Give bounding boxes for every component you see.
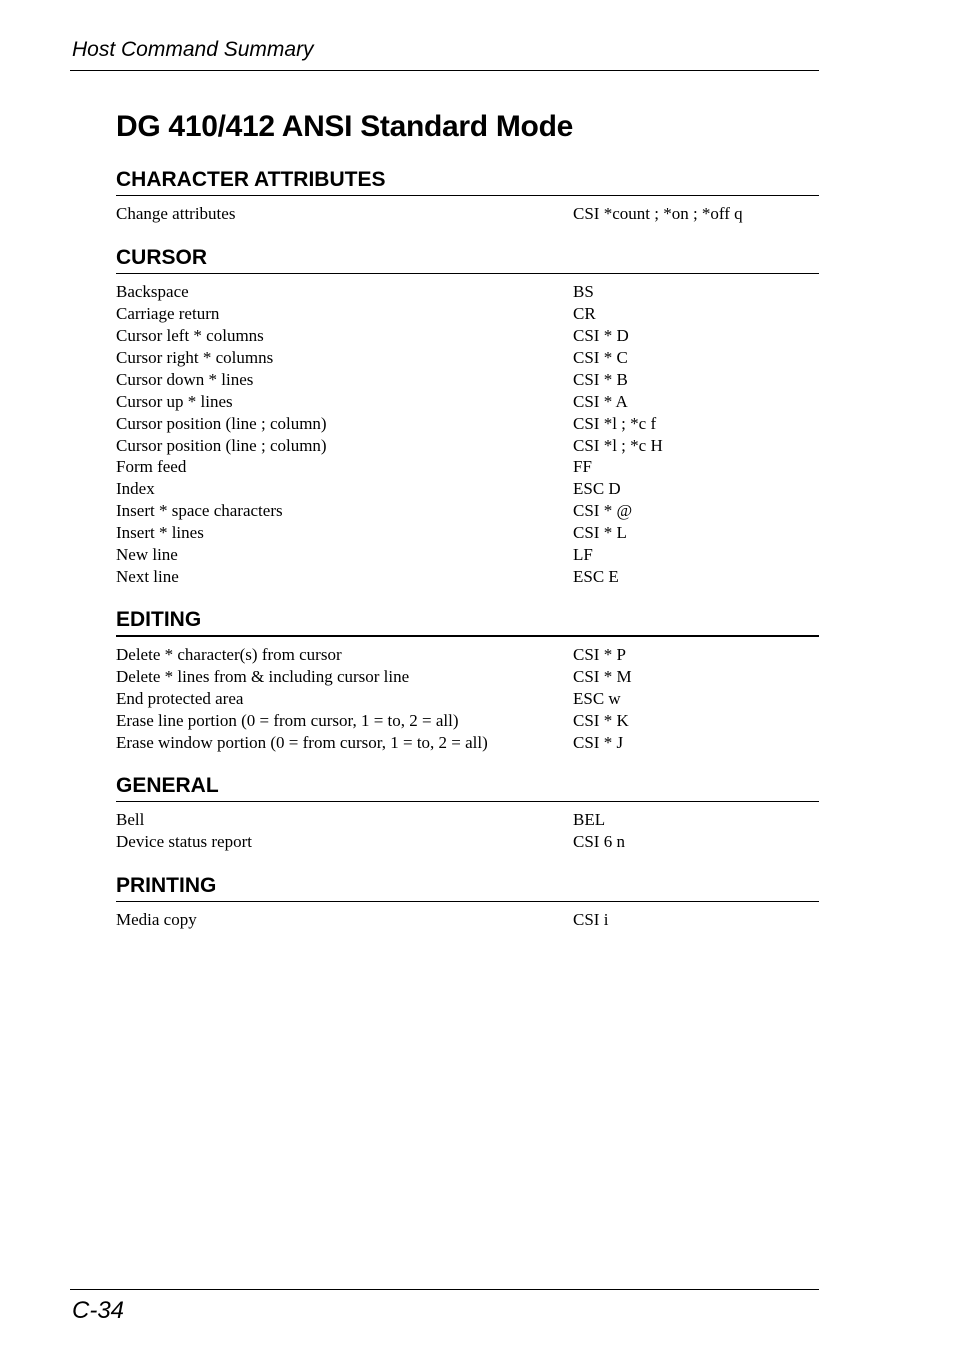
section-editing [116, 607, 819, 754]
command-sequence: BS [573, 281, 594, 301]
command-description: Backspace [116, 281, 189, 301]
command-row [116, 203, 819, 225]
command-row [116, 831, 819, 853]
command-sequence: CSI * M [573, 666, 632, 686]
command-row [116, 325, 819, 347]
section-rule [116, 273, 819, 274]
command-sequence: LF [573, 545, 593, 565]
command-sequence: CSI * P [573, 644, 626, 664]
command-sequence: CSI *l ; *c H [573, 435, 663, 455]
command-sequence: CSI * A [573, 391, 628, 411]
command-row [116, 435, 819, 457]
command-description: Cursor right * columns [116, 347, 274, 367]
command-row [116, 688, 819, 710]
command-sequence: CSI *l ; *c f [573, 413, 657, 433]
command-row [116, 391, 819, 413]
section-heading: PRINTING [116, 874, 217, 897]
command-description: Cursor position (line ; column) [116, 413, 327, 433]
command-row [116, 710, 819, 732]
command-description: Erase window portion (0 = from cursor, 1 = to, 2 = all) [116, 732, 488, 752]
command-description: Carriage return [116, 303, 220, 323]
command-sequence: BEL [573, 809, 606, 829]
command-description: Device status report [116, 831, 252, 851]
command-description: Index [116, 479, 155, 499]
section-character-attributes [116, 167, 819, 225]
command-sequence: CSI * L [573, 523, 627, 543]
section-heading: CHARACTER ATTRIBUTES [116, 168, 386, 191]
command-description: Bell [116, 809, 145, 829]
command-description: Cursor down * lines [116, 369, 254, 389]
command-sequence: CSI * B [573, 369, 628, 389]
command-sequence: CSI * K [573, 710, 629, 730]
command-row [116, 413, 819, 435]
section-rule [116, 801, 819, 802]
command-row [116, 566, 819, 588]
command-description: Cursor left * columns [116, 325, 264, 345]
command-row [116, 732, 819, 754]
section-cursor [116, 245, 819, 588]
command-sequence: ESC w [573, 688, 621, 708]
command-sequence: ESC D [573, 479, 621, 499]
command-description: Change attributes [116, 203, 236, 223]
command-row [116, 478, 819, 500]
command-row [116, 644, 819, 666]
section-rule [116, 901, 819, 902]
command-row [116, 909, 819, 931]
command-row [116, 457, 819, 479]
command-description: Media copy [116, 909, 197, 929]
command-sequence: CSI 6 n [573, 831, 625, 851]
command-sequence: CSI * D [573, 325, 629, 345]
command-description: New line [116, 545, 178, 565]
command-sequence: FF [573, 457, 592, 477]
command-description: Delete * character(s) from cursor [116, 644, 342, 664]
page-number: C-34 [72, 1297, 125, 1324]
command-sequence: CSI i [573, 909, 609, 929]
command-description: Form feed [116, 457, 187, 477]
section-heading: EDITING [116, 608, 202, 631]
command-sequence: ESC E [573, 567, 619, 587]
command-description: Cursor position (line ; column) [116, 435, 327, 455]
running-header: Host Command Summary [72, 38, 314, 61]
command-description: Erase line portion (0 = from cursor, 1 = to, 2 = all) [116, 710, 459, 730]
section-heading: CURSOR [116, 246, 208, 269]
command-sequence: CSI *count ; *on ; *off q [573, 203, 743, 223]
command-row [116, 347, 819, 369]
section-printing [116, 873, 819, 931]
command-description: End protected area [116, 688, 244, 708]
command-sequence: CSI * @ [573, 501, 633, 521]
page-title: DG 410/412 ANSI Standard Mode [116, 110, 573, 143]
command-row [116, 809, 819, 831]
section-general [116, 773, 819, 853]
command-description: Cursor up * lines [116, 391, 233, 411]
command-row [116, 303, 819, 325]
command-description: Next line [116, 567, 179, 587]
command-description: Insert * space characters [116, 501, 283, 521]
command-sequence: CSI * C [573, 347, 628, 367]
section-rule [116, 195, 819, 196]
command-row [116, 666, 819, 688]
command-row [116, 281, 819, 303]
command-row [116, 544, 819, 566]
command-sequence: CR [573, 303, 596, 323]
header-rule [70, 70, 819, 71]
command-row [116, 500, 819, 522]
command-sequence: CSI * J [573, 732, 624, 752]
command-description: Insert * lines [116, 523, 204, 543]
footer-rule [70, 1289, 819, 1290]
section-heading: GENERAL [116, 774, 219, 797]
command-row [116, 369, 819, 391]
command-description: Delete * lines from & including cursor line [116, 666, 410, 686]
section-rule [116, 635, 819, 637]
command-row [116, 522, 819, 544]
